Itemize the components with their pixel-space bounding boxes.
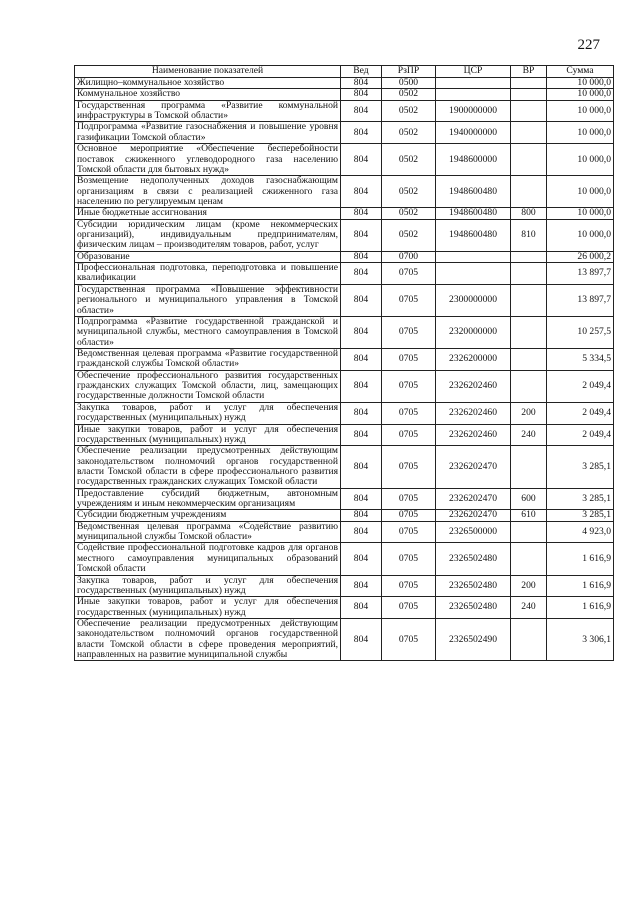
row-rzpr: 0502 [382, 176, 436, 208]
table-row [75, 575, 614, 597]
row-sum: 2 049,4 [547, 424, 614, 446]
row-rzpr: 0705 [382, 370, 436, 402]
table-row [75, 618, 614, 660]
page-number: 227 [577, 37, 600, 53]
budget-table [74, 65, 614, 661]
row-sum: 1 616,9 [547, 575, 614, 597]
row-csr: 2326202460 [436, 402, 511, 424]
row-vr: 240 [511, 424, 547, 446]
row-name: Иные закупки товаров, работ и услуг для обеспечения государственных (муниципальных) нужд [75, 597, 341, 619]
row-name: Ведомственная целевая программа «Содействие развитию муниципальной службы Томской области» [75, 521, 341, 543]
row-csr: 2300000000 [436, 284, 511, 316]
row-csr [436, 263, 511, 285]
row-sum: 1 616,9 [547, 597, 614, 619]
row-vr: 810 [511, 219, 547, 251]
row-sum: 10 000,0 [547, 122, 614, 144]
row-ved: 804 [341, 122, 382, 144]
row-vr [511, 316, 547, 348]
row-rzpr: 0705 [382, 597, 436, 619]
row-name: Субсидии юридическим лицам (кроме некоммерческих организаций), индивидуальным предпринимателям, физическим лицам – производителям товаров, работ, услуг [75, 219, 341, 251]
row-sum: 1 616,9 [547, 543, 614, 575]
row-rzpr: 0705 [382, 316, 436, 348]
row-ved: 804 [341, 144, 382, 176]
row-vr [511, 284, 547, 316]
table-row [75, 78, 614, 89]
row-ved: 804 [341, 488, 382, 510]
row-sum: 2 049,4 [547, 402, 614, 424]
table-body [75, 78, 614, 661]
row-ved: 804 [341, 208, 382, 219]
table-row [75, 144, 614, 176]
row-rzpr: 0502 [382, 122, 436, 144]
header-vr: ВР [511, 66, 547, 78]
row-rzpr: 0500 [382, 78, 436, 89]
row-vr [511, 446, 547, 488]
row-rzpr: 0502 [382, 144, 436, 176]
table-row [75, 89, 614, 100]
row-ved: 804 [341, 348, 382, 370]
row-rzpr: 0705 [382, 543, 436, 575]
table-row [75, 424, 614, 446]
row-name: Закупка товаров, работ и услуг для обеспечения государственных (муниципальных) нужд [75, 575, 341, 597]
row-csr: 1900000000 [436, 100, 511, 122]
row-sum: 2 049,4 [547, 370, 614, 402]
row-name: Ведомственная целевая программа «Развитие государственной гражданской службы Томской области» [75, 348, 341, 370]
row-sum: 3 285,1 [547, 510, 614, 521]
row-csr: 2326202460 [436, 370, 511, 402]
row-ved: 804 [341, 618, 382, 660]
row-name: Подпрограмма «Развитие государственной гражданской и муниципальной службы, местного самоуправления в Томской области» [75, 316, 341, 348]
row-csr: 2326200000 [436, 348, 511, 370]
row-ved: 804 [341, 510, 382, 521]
row-csr: 1948600000 [436, 144, 511, 176]
row-vr [511, 251, 547, 262]
row-vr [511, 348, 547, 370]
row-rzpr: 0705 [382, 521, 436, 543]
row-csr: 2326202470 [436, 510, 511, 521]
row-ved: 804 [341, 284, 382, 316]
row-name: Коммунальное хозяйство [75, 89, 341, 100]
row-rzpr: 0705 [382, 424, 436, 446]
row-rzpr: 0705 [382, 575, 436, 597]
row-vr [511, 263, 547, 285]
row-rzpr: 0705 [382, 402, 436, 424]
row-ved: 804 [341, 575, 382, 597]
row-name: Профессиональная подготовка, переподготовка и повышение квалификации [75, 263, 341, 285]
table-row [75, 100, 614, 122]
row-rzpr: 0705 [382, 488, 436, 510]
table-row [75, 510, 614, 521]
row-name: Иные закупки товаров, работ и услуг для обеспечения государственных (муниципальных) нужд [75, 424, 341, 446]
row-sum: 10 000,0 [547, 78, 614, 89]
row-name: Предоставление субсидий бюджетным, автономным учреждениям и иным некоммерческим организациям [75, 488, 341, 510]
row-csr: 2326502480 [436, 597, 511, 619]
table-row [75, 348, 614, 370]
header-row [75, 66, 614, 78]
row-vr: 610 [511, 510, 547, 521]
row-name: Иные бюджетные ассигнования [75, 208, 341, 219]
row-rzpr: 0502 [382, 219, 436, 251]
row-vr [511, 543, 547, 575]
row-ved: 804 [341, 176, 382, 208]
table-row [75, 263, 614, 285]
row-sum: 10 257,5 [547, 316, 614, 348]
row-ved: 804 [341, 597, 382, 619]
row-vr [511, 89, 547, 100]
row-csr: 1948600480 [436, 176, 511, 208]
row-csr: 1948600480 [436, 219, 511, 251]
row-name: Государственная программа «Повышение эффективности регионального и муниципального управления в Томской области» [75, 284, 341, 316]
row-sum: 3 306,1 [547, 618, 614, 660]
row-csr [436, 251, 511, 262]
row-vr: 240 [511, 597, 547, 619]
row-vr: 200 [511, 402, 547, 424]
row-rzpr: 0705 [382, 446, 436, 488]
row-vr [511, 521, 547, 543]
row-ved: 804 [341, 219, 382, 251]
row-name: Жилищно–коммунальное хозяйство [75, 78, 341, 89]
table-row [75, 284, 614, 316]
row-sum: 26 000,2 [547, 251, 614, 262]
row-vr [511, 176, 547, 208]
row-name: Субсидии бюджетным учреждениям [75, 510, 341, 521]
table-header [75, 66, 614, 78]
row-csr: 2326502490 [436, 618, 511, 660]
row-csr: 2326500000 [436, 521, 511, 543]
row-ved: 804 [341, 370, 382, 402]
header-csr: ЦСР [436, 66, 511, 78]
row-rzpr: 0705 [382, 510, 436, 521]
row-name: Образование [75, 251, 341, 262]
row-csr: 2326202460 [436, 424, 511, 446]
row-rzpr: 0705 [382, 284, 436, 316]
row-sum: 3 285,1 [547, 488, 614, 510]
row-ved: 804 [341, 424, 382, 446]
row-csr [436, 89, 511, 100]
row-vr: 600 [511, 488, 547, 510]
row-sum: 10 000,0 [547, 144, 614, 176]
row-csr: 1940000000 [436, 122, 511, 144]
row-sum: 10 000,0 [547, 219, 614, 251]
row-sum: 13 897,7 [547, 284, 614, 316]
row-csr: 2326202470 [436, 446, 511, 488]
row-vr [511, 618, 547, 660]
table-row [75, 176, 614, 208]
row-name: Подпрограмма «Развитие газоснабжения и повышение уровня газификации Томской области» [75, 122, 341, 144]
row-rzpr: 0502 [382, 100, 436, 122]
row-sum: 10 000,0 [547, 89, 614, 100]
row-name: Государственная программа «Развитие коммунальной инфраструктуры в Томской области» [75, 100, 341, 122]
row-rzpr: 0705 [382, 263, 436, 285]
row-csr: 2320000000 [436, 316, 511, 348]
row-rzpr: 0502 [382, 208, 436, 219]
row-csr [436, 78, 511, 89]
row-ved: 804 [341, 89, 382, 100]
row-name: Обеспечение профессионального развития государственных гражданских служащих Томской области, лиц, замещающих государственные должности Томской области [75, 370, 341, 402]
row-vr [511, 78, 547, 89]
header-sum: Сумма [547, 66, 614, 78]
table-row [75, 122, 614, 144]
table-row [75, 370, 614, 402]
header-rzpr: РзПР [382, 66, 436, 78]
row-csr: 2326202470 [436, 488, 511, 510]
table-row [75, 446, 614, 488]
row-ved: 804 [341, 543, 382, 575]
table-row [75, 208, 614, 219]
table-row [75, 219, 614, 251]
row-vr [511, 144, 547, 176]
row-csr: 2326502480 [436, 543, 511, 575]
row-ved: 804 [341, 316, 382, 348]
row-rzpr: 0705 [382, 618, 436, 660]
row-ved: 804 [341, 521, 382, 543]
row-sum: 10 000,0 [547, 208, 614, 219]
table-row [75, 488, 614, 510]
row-name: Содействие профессиональной подготовке кадров для органов местного самоуправления муниципальных образований Томской области [75, 543, 341, 575]
row-name: Возмещение недополученных доходов газоснабжающим организациям в связи с реализацией сжиженного газа населению по регулируемым ценам [75, 176, 341, 208]
row-ved: 804 [341, 402, 382, 424]
row-vr [511, 370, 547, 402]
table-row [75, 543, 614, 575]
row-vr: 200 [511, 575, 547, 597]
row-rzpr: 0705 [382, 348, 436, 370]
row-sum: 5 334,5 [547, 348, 614, 370]
row-vr [511, 122, 547, 144]
row-csr: 1948600480 [436, 208, 511, 219]
row-sum: 10 000,0 [547, 176, 614, 208]
row-sum: 4 923,0 [547, 521, 614, 543]
row-csr: 2326502480 [436, 575, 511, 597]
row-ved: 804 [341, 251, 382, 262]
row-vr: 800 [511, 208, 547, 219]
row-ved: 804 [341, 446, 382, 488]
row-vr [511, 100, 547, 122]
row-name: Обеспечение реализации предусмотренных действующим законодательством полномочий органов государственной власти Томской области в сфере проведения мероприятий, направленных на развитие муниципальной службы [75, 618, 341, 660]
row-name: Основное мероприятие «Обеспечение бесперебойности поставок сжиженного углеводородного газа населению Томской области для бытовых нужд» [75, 144, 341, 176]
header-name: Наименование показателей [75, 66, 341, 78]
row-rzpr: 0502 [382, 89, 436, 100]
row-sum: 10 000,0 [547, 100, 614, 122]
row-ved: 804 [341, 263, 382, 285]
table-row [75, 597, 614, 619]
row-sum: 3 285,1 [547, 446, 614, 488]
table-row [75, 251, 614, 262]
table-row [75, 521, 614, 543]
table-row [75, 402, 614, 424]
row-ved: 804 [341, 78, 382, 89]
row-rzpr: 0700 [382, 251, 436, 262]
header-ved: Вед [341, 66, 382, 78]
row-ved: 804 [341, 100, 382, 122]
row-name: Закупка товаров, работ и услуг для обеспечения государственных (муниципальных) нужд [75, 402, 341, 424]
row-name: Обеспечение реализации предусмотренных действующим законодательством полномочий органов государственной власти Томской области в сфере профессионального развития государственных гражданских служащих Томской области [75, 446, 341, 488]
table-row [75, 316, 614, 348]
row-sum: 13 897,7 [547, 263, 614, 285]
